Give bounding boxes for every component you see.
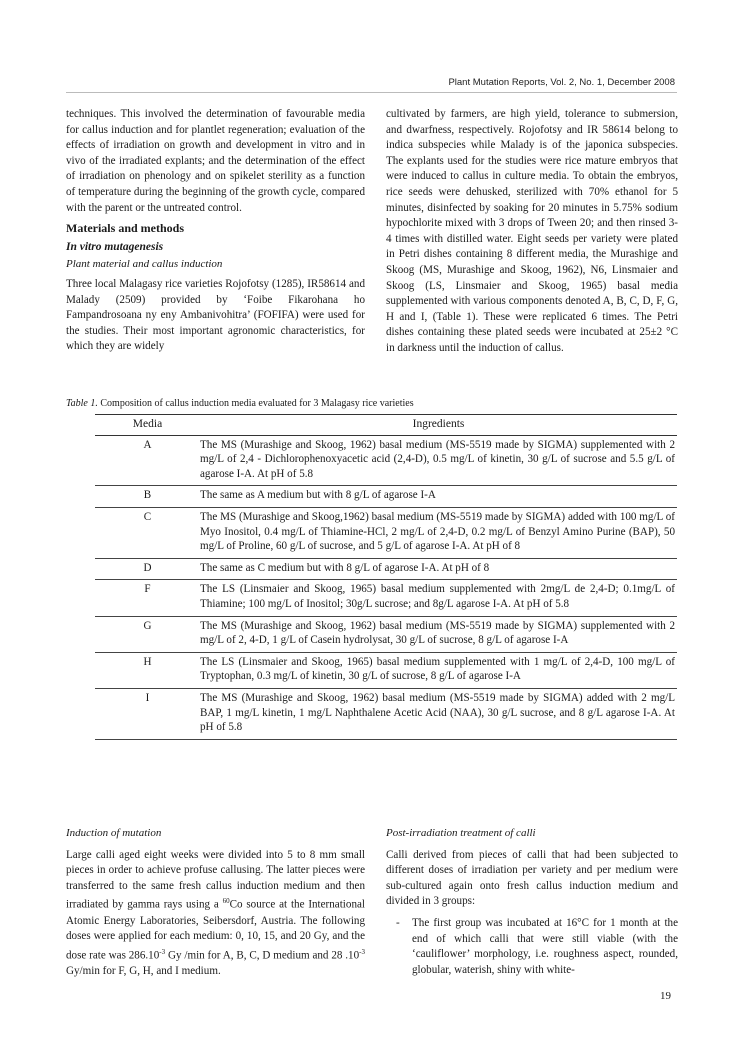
intro-paragraph: techniques. This involved the determination of favourable media for callus induction and for plantlet regeneration; evaluation of the effects of irradiation on growth and development in vitro and in vivo of the irradiated explants; and the determination of the effect of irradiation on phenology and on spikelet sterility as a function of temperature during the beginning of the growth cycle, compared with the parent or the untreated control. bbox=[66, 108, 365, 214]
post-irradiation-paragraph: Calli derived from pieces of calli that had been subjected to different doses of irradiation per variety and per medium were sub-cultured again onto fresh callus induction medium and divided in 3 groups: bbox=[386, 848, 678, 908]
right-column-bottom bbox=[386, 826, 678, 978]
media-cell: C bbox=[95, 507, 200, 558]
page-number: 19 bbox=[660, 990, 671, 1002]
isotope-mass: 60 bbox=[222, 897, 230, 906]
left-column-bottom bbox=[66, 826, 365, 980]
induction-text-2: Co source at the International Atomic Energy Laboratories, Seibersdorf, Austria. The following doses were applied for each medium: 0, 10, 15, and 20 Gy, and the dose rate was 286.10 bbox=[66, 899, 365, 962]
table-caption-label: Table 1. bbox=[66, 398, 98, 409]
header-rule bbox=[66, 92, 677, 93]
media-table bbox=[95, 414, 677, 740]
ingredients-cell: The same as A medium but with 8 g/L of agarose I-A bbox=[200, 486, 677, 508]
media-cell: G bbox=[95, 616, 200, 652]
col-media-header: Media bbox=[95, 415, 200, 436]
media-cell: D bbox=[95, 558, 200, 580]
exponent-1: -3 bbox=[159, 947, 166, 956]
induction-text-4: Gy/min for F, G, H, and I medium. bbox=[66, 965, 221, 978]
ingredients-cell: The MS (Murashige and Skoog, 1962) basal medium (MS-5519 made by SIGMA) supplemented with 2 mg/L of 2, 4-D, 1 g/L of Casein hydrolysat, 30 g/L of sucrose, 8 g/L of agarose I-A bbox=[200, 616, 677, 652]
media-cell: B bbox=[95, 486, 200, 508]
induction-paragraph bbox=[66, 848, 365, 980]
media-cell: I bbox=[95, 688, 200, 739]
bullet-dash: - bbox=[396, 916, 400, 929]
materials-heading: Materials and methods bbox=[66, 221, 184, 236]
table-header-row bbox=[95, 415, 677, 436]
list-item bbox=[386, 916, 678, 978]
media-cell: H bbox=[95, 652, 200, 688]
ingredients-cell: The MS (Murashige and Skoog, 1962) basal medium (MS-5519 made by SIGMA) added with 2 mg/L BAP, 1 mg/L kinetin, 1 mg/L Naphthalene Acetic Acid (NAA), 30 g/L sucrose, and 8 g/L agarose I-A. At pH of 5.8 bbox=[200, 688, 677, 739]
table-row bbox=[95, 558, 677, 580]
table-caption-text: Composition of callus induction media evaluated for 3 Malagasy rice varieties bbox=[100, 398, 414, 409]
bullet-text: The first group was incubated at 16°C for 1 month at the end of which calli that were still viable (with the ‘cauliflower’ morphology, i.e. roughness aspect, rounded, globular, waterish, shiny with white- bbox=[412, 916, 678, 976]
col-ingredients-header: Ingredients bbox=[200, 415, 677, 436]
table-row bbox=[95, 652, 677, 688]
ingredients-cell: The same as C medium but with 8 g/L of agarose I-A. At pH of 8 bbox=[200, 558, 677, 580]
table-row bbox=[95, 688, 677, 739]
explants-paragraph: cultivated by farmers, are high yield, tolerance to submersion, and dwarfness, respectively. Rojofotsy and IR 58614 belong to indica subspecies while Malady is of the japonica subspecies. The explants used for the studies were rice mature embryos that were induced to callus in culture media. To obtain the embryos, rice seeds were dehusked, sterilized with 70% ethanol for 5 minutes, disinfected by soaking for 20 minutes in 5.75% sodium hypochlorite mixed with 3 drops of Tween 20; and then rinsed 3-4 times with distilled water. Eight seeds per variety were plated in Petri dishes containing 8 different media, the Murashige and Skoog (MS, Murashige and Skoog, 1962), N6, Linsmaier and Skoog (LS, Linsmaier and Skoog, 1965) basal media supplemented with various components denoted A, B, C, D, F, G, H and I, (Table 1). These were replicated 6 times. The Petri dishes containing these plated seeds were incubated at 25±2 °C in darkness until the induction of callus. bbox=[386, 108, 678, 354]
ingredients-cell: The MS (Murashige and Skoog, 1962) basal medium (MS-5519 made by SIGMA) supplemented with 2 mg/L of 2,4 - Dichlorophenoxyacetic acid (2,4-D), 0.5 mg/L of kinetin, 30 g/L of sucrose and 5.5 g/L of agarose I-A. At pH of 5.8 bbox=[200, 435, 677, 486]
media-cell: A bbox=[95, 435, 200, 486]
invitro-heading: In vitro mutagenesis bbox=[66, 240, 164, 253]
exponent-2: -3 bbox=[359, 947, 365, 956]
table-caption bbox=[66, 398, 414, 409]
ingredients-cell: The LS (Linsmaier and Skoog, 1965) basal medium supplemented with 2mg/L de 2,4-D; 0.1mg/L of Thiamine; 100 mg/L of Inositol; 30g/L sucrose; and 8g/L agarose I-A. At pH of 5.8 bbox=[200, 580, 677, 616]
running-head: Plant Mutation Reports, Vol. 2, No. 1, December 2008 bbox=[448, 77, 675, 88]
plant-material-heading: Plant material and callus induction bbox=[66, 258, 223, 271]
table-row bbox=[95, 507, 677, 558]
table-row bbox=[95, 435, 677, 486]
varieties-paragraph: Three local Malagasy rice varieties Rojofotsy (1285), IR58614 and Malady (2509) provided by ‘Foibe Fikarohana ho Fampandrosoana ny eny Ambanivohitra’ (FOFIFA) were used for the studies. Their most important agronomic characteristics, for which they are widely bbox=[66, 277, 365, 353]
table-row bbox=[95, 616, 677, 652]
right-column-top bbox=[386, 107, 678, 357]
ingredients-cell: The MS (Murashige and Skoog,1962) basal medium (MS-5519 made by SIGMA) added with 100 mg/L of Myo Inositol, 0.4 mg/L of Thiamine-HCl, 2 mg/L of 2,4-D, 0.2 mg/L of Benzyl Amino Purine (BAP), 50 mg/L of Proline, 60 g/L of sucrose, and 5 g/L of agarose I-A. At pH of 8 bbox=[200, 507, 677, 558]
table-row bbox=[95, 580, 677, 616]
induction-text-3: Gy /min for A, B, C, D medium and 28 .10 bbox=[165, 949, 360, 962]
media-cell: F bbox=[95, 580, 200, 616]
induction-heading: Induction of mutation bbox=[66, 827, 162, 839]
table-row bbox=[95, 486, 677, 508]
ingredients-cell: The LS (Linsmaier and Skoog, 1965) basal medium supplemented with 1 mg/L of 2,4-D, 100 mg/L of Tryptophan, 0.3 mg/L of kinetin, 30 g/L of sucrose, 8 g/L of agarose I-A bbox=[200, 652, 677, 688]
left-column-top bbox=[66, 107, 365, 355]
post-irradiation-heading: Post-irradiation treatment of calli bbox=[386, 827, 536, 839]
induction-text-1: Large calli aged eight weeks were divided into 5 to 8 mm small pieces in order to achieve profuse callusing. The latter pieces were transferred to the same fresh callus induction medium and then irradiated by gamma rays using a bbox=[66, 848, 365, 912]
